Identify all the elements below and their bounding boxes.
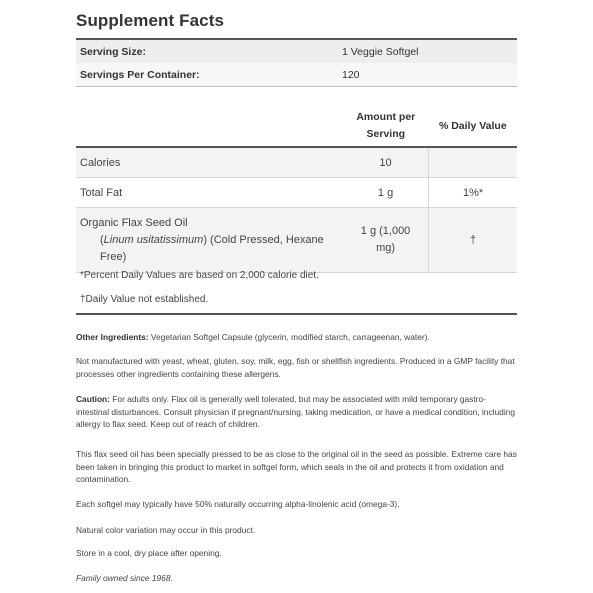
nutrient-subtext: (Linum usitatissimum) (Cold Pressed, Hexane Free) — [100, 233, 324, 263]
other-ingredients-label: Other Ingredients: — [76, 332, 149, 342]
nutrient-amount: 10 — [343, 147, 429, 178]
section-divider — [76, 313, 517, 315]
servings-per-container-value: 120 — [338, 63, 517, 87]
nutrient-name: Calories — [76, 147, 343, 178]
flax-oil-description: This flax seed oil has been specially pressed to be as close to the original oil in the seed as possible. Extreme care has been taken in bringing this product to market in softgel form, which seals in the oil and protects it from oxidation and contamination. — [76, 449, 517, 484]
other-ingredients: Other Ingredients: Vegetarian Softgel Capsule (glycerin, modified starch, carrageenan, water). — [76, 332, 430, 342]
servings-per-container-label: Servings Per Container: — [76, 63, 338, 87]
serving-table — [76, 38, 517, 87]
color-variation-note: Natural color variation may occur in this product. — [76, 525, 256, 535]
daily-value-header: % Daily Value — [429, 106, 517, 147]
caution-statement: Caution: For adults only. Flax oil is generally well tolerated, but may be associated with mild temporary gastro-intestinal disturbances. Consult physician if pregnant/nursing, taking medication, or have a medical condition, including allergy to flax seed. Keep out of reach of children. — [76, 394, 516, 429]
nutrient-amount: 1 g (1,000 mg) — [343, 208, 429, 273]
table-row — [76, 147, 517, 178]
serving-size-value: 1 Veggie Softgel — [338, 39, 517, 63]
serving-size-label: Serving Size: — [76, 39, 338, 63]
nutrient-dv: 1%* — [429, 178, 517, 208]
caution-label: Caution: — [76, 394, 110, 404]
nutrient-table — [76, 106, 517, 273]
nutrient-header-row — [76, 106, 517, 147]
nutrient-dv — [429, 147, 517, 178]
nutrient-dv: † — [429, 208, 517, 273]
family-owned-note: Family owned since 1968. — [76, 573, 173, 583]
allergen-statement: Not manufactured with yeast, wheat, gluten, soy, milk, egg, fish or shellfish ingredients. Produced in a GMP facility that processes other ingredients containing these allergens. — [76, 356, 515, 379]
footnote-dagger: †Daily Value not established. — [80, 294, 209, 305]
page-title: Supplement Facts — [76, 11, 225, 30]
nutrient-name-cell — [76, 208, 343, 273]
amount-per-serving-header: Amount per Serving — [343, 106, 429, 147]
servings-per-container-row — [76, 63, 517, 87]
omega-3-statement: Each softgel may typically have 50% naturally occurring alpha-linolenic acid (omega-3). — [76, 499, 400, 509]
footnote-percent-dv: *Percent Daily Values are based on 2,000 calorie diet. — [80, 270, 319, 281]
latin-name: Linum usitatissimum — [103, 233, 204, 246]
nutrient-name: Total Fat — [76, 178, 343, 208]
table-row — [76, 178, 517, 208]
nutrient-amount: 1 g — [343, 178, 429, 208]
table-row — [76, 208, 517, 273]
nutrient-header-blank — [76, 106, 343, 147]
nutrient-name: Organic Flax Seed Oil — [80, 216, 188, 229]
serving-size-row — [76, 39, 517, 63]
storage-instructions: Store in a cool, dry place after opening. — [76, 548, 222, 558]
